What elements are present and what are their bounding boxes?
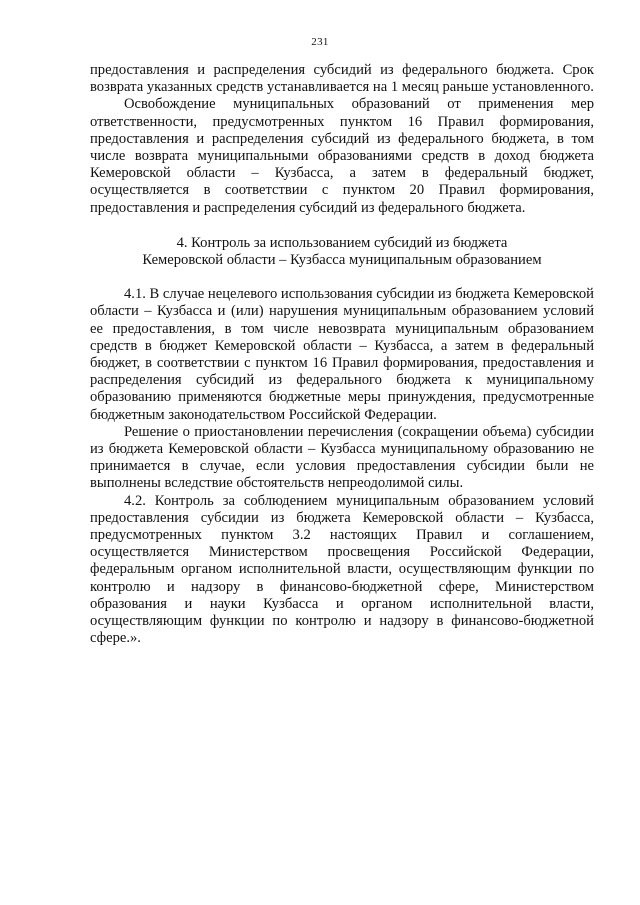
document-body (90, 62, 594, 648)
page-number: 231 (311, 36, 329, 48)
paragraph-4-1: 4.1. В случае нецелевого использования субсидии из бюджета Кемеровской области – Кузбасса и (или) нарушения муниципальным образованием условий ее предоставления, в том числе невозврата муниципальным образованием средств в бюджет Кемеровской области – Кузбасса, а затем в федеральный бюджет, в соответствии с пунктом 16 Правил формирования, предоставления и распределения субсидий из федерального бюджета к муниципальному образованию применяются бюджетные меры принуждения, предусмотренные бюджетным законодательством Российской Федерации. (90, 286, 594, 423)
section-heading-line2: Кемеровской области – Кузбасса муниципальным образованием (142, 252, 542, 269)
paragraph-exemption: Освобождение муниципальных образований от применения мер ответственности, предусмотренных пунктом 16 Правил формирования, предоставления и распределения субсидий из федерального бюджета, в том числе возврата муниципальными образованиями средств в доход бюджета Кемеровской области – Кузбасса, а затем в федеральный бюджет, осуществляется в соответствии с пунктом 20 Правил формирования, предоставления и распределения субсидий из федерального бюджета. (90, 96, 594, 216)
section-heading-line1: 4. Контроль за использованием субсидий из бюджета (176, 234, 508, 251)
paragraph-4-2: 4.2. Контроль за соблюдением муниципальным образованием условий предоставления субсидии из бюджета Кемеровской области – Кузбасса, предусмотренных пунктом 3.2 настоящих Правил и соглашением, осуществляется Министерством просвещения Российской Федерации, федеральным органом исполнительной власти, осуществляющим функции по контролю и надзору в финансово-бюджетной сфере, Министерством образования и науки Кузбасса и органом исполнительной власти, осуществляющим функции по контролю и надзору в финансово-бюджетной сфере.». (90, 492, 594, 647)
paragraph-continuation: предоставления и распределения субсидий из федерального бюджета. Срок возврата указанных средств устанавливается на 1 месяц раньше установленного. (90, 62, 594, 96)
section-heading (90, 235, 594, 269)
paragraph-decision: Решение о приостановлении перечисления (сокращении объема) субсидии из бюджета Кемеровской области – Кузбасса муниципальному образованию не принимается в случае, если условия предоставления субсидии были не выполнены вследствие обстоятельств непреодолимой силы. (90, 423, 594, 492)
